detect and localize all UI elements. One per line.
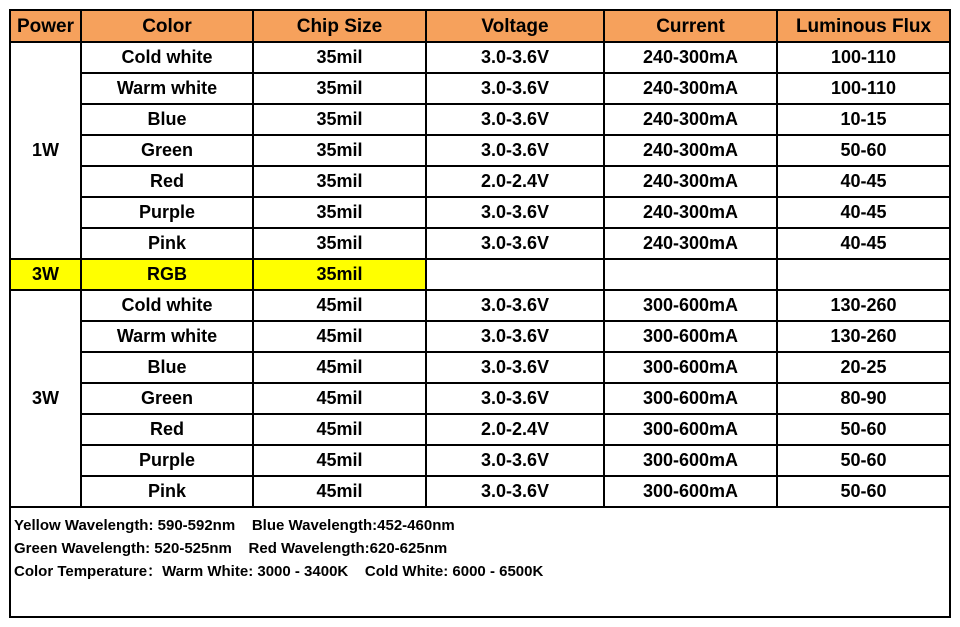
table-row xyxy=(11,290,949,321)
cell-luminous-flux: 130-260 xyxy=(777,290,949,321)
header-row xyxy=(11,11,949,42)
note-line: Green Wavelength: 520-525nm Red Wavelength:620-625nm xyxy=(14,540,448,557)
table-row xyxy=(11,259,949,290)
cell-voltage: 3.0-3.6V xyxy=(426,42,604,73)
table-row xyxy=(11,383,949,414)
cell-luminous-flux: 10-15 xyxy=(777,104,949,135)
cell-current: 240-300mA xyxy=(604,197,777,228)
cell-color: Warm white xyxy=(81,73,253,104)
cell-voltage: 3.0-3.6V xyxy=(426,290,604,321)
cell-luminous-flux: 130-260 xyxy=(777,321,949,352)
cell-current: 300-600mA xyxy=(604,476,777,507)
cell-color: Pink xyxy=(81,476,253,507)
cell-luminous-flux: 20-25 xyxy=(777,352,949,383)
cell-color: Warm white xyxy=(81,321,253,352)
cell-chip-size: 45mil xyxy=(253,383,426,414)
header-chip-size: Chip Size xyxy=(253,11,426,42)
cell-current: 300-600mA xyxy=(604,290,777,321)
cell-chip-size: 45mil xyxy=(253,290,426,321)
cell-current: 300-600mA xyxy=(604,445,777,476)
cell-voltage: 2.0-2.4V xyxy=(426,414,604,445)
cell-color: Purple xyxy=(81,445,253,476)
cell-power: 1W xyxy=(11,42,81,259)
cell-voltage: 3.0-3.6V xyxy=(426,445,604,476)
cell-color: Red xyxy=(81,166,253,197)
cell-color: Pink xyxy=(81,228,253,259)
table-row xyxy=(11,445,949,476)
cell-color: Cold white xyxy=(81,42,253,73)
cell-chip-size: 35mil xyxy=(253,259,426,290)
cell-chip-size: 35mil xyxy=(253,104,426,135)
cell-current: 240-300mA xyxy=(604,135,777,166)
cell-current: 240-300mA xyxy=(604,104,777,135)
cell-voltage: 3.0-3.6V xyxy=(426,352,604,383)
cell-luminous-flux: 40-45 xyxy=(777,197,949,228)
cell-color: RGB xyxy=(81,259,253,290)
table-row xyxy=(11,166,949,197)
cell-power: 3W xyxy=(11,259,81,290)
cell-luminous-flux: 80-90 xyxy=(777,383,949,414)
cell-chip-size: 45mil xyxy=(253,445,426,476)
table-body xyxy=(11,42,949,507)
table-row xyxy=(11,228,949,259)
cell-voltage: 3.0-3.6V xyxy=(426,476,604,507)
cell-voltage: 2.0-2.4V xyxy=(426,166,604,197)
cell-color: Green xyxy=(81,135,253,166)
cell-power: 3W xyxy=(11,290,81,507)
note-line: Yellow Wavelength: 590-592nm Blue Wavelength:452-460nm xyxy=(14,517,455,534)
header-luminous-flux: Luminous Flux xyxy=(777,11,949,42)
cell-voltage: 3.0-3.6V xyxy=(426,197,604,228)
cell-luminous-flux: 50-60 xyxy=(777,414,949,445)
cell-luminous-flux xyxy=(777,259,949,290)
table-row xyxy=(11,104,949,135)
table-row xyxy=(11,73,949,104)
cell-luminous-flux: 100-110 xyxy=(777,73,949,104)
cell-luminous-flux: 40-45 xyxy=(777,166,949,197)
cell-chip-size: 45mil xyxy=(253,321,426,352)
cell-voltage: 3.0-3.6V xyxy=(426,383,604,414)
table-row xyxy=(11,135,949,166)
cell-chip-size: 35mil xyxy=(253,73,426,104)
cell-luminous-flux: 100-110 xyxy=(777,42,949,73)
cell-luminous-flux: 40-45 xyxy=(777,228,949,259)
cell-color: Green xyxy=(81,383,253,414)
cell-current xyxy=(604,259,777,290)
table-row xyxy=(11,197,949,228)
header-current: Current xyxy=(604,11,777,42)
cell-current: 240-300mA xyxy=(604,73,777,104)
cell-color: Blue xyxy=(81,352,253,383)
cell-chip-size: 35mil xyxy=(253,42,426,73)
table-row xyxy=(11,321,949,352)
cell-current: 240-300mA xyxy=(604,42,777,73)
cell-voltage: 3.0-3.6V xyxy=(426,104,604,135)
wavelength-notes xyxy=(11,508,949,583)
cell-current: 300-600mA xyxy=(604,383,777,414)
cell-voltage: 3.0-3.6V xyxy=(426,135,604,166)
cell-chip-size: 35mil xyxy=(253,135,426,166)
cell-luminous-flux: 50-60 xyxy=(777,445,949,476)
cell-current: 300-600mA xyxy=(604,321,777,352)
cell-luminous-flux: 50-60 xyxy=(777,476,949,507)
cell-voltage xyxy=(426,259,604,290)
cell-voltage: 3.0-3.6V xyxy=(426,228,604,259)
cell-chip-size: 35mil xyxy=(253,166,426,197)
header-power: Power xyxy=(11,11,81,42)
cell-current: 300-600mA xyxy=(604,352,777,383)
header-voltage: Voltage xyxy=(426,11,604,42)
cell-color: Red xyxy=(81,414,253,445)
cell-color: Cold white xyxy=(81,290,253,321)
cell-chip-size: 45mil xyxy=(253,352,426,383)
cell-chip-size: 35mil xyxy=(253,197,426,228)
cell-luminous-flux: 50-60 xyxy=(777,135,949,166)
header-color: Color xyxy=(81,11,253,42)
cell-current: 240-300mA xyxy=(604,166,777,197)
table-row xyxy=(11,352,949,383)
cell-color: Purple xyxy=(81,197,253,228)
cell-chip-size: 45mil xyxy=(253,414,426,445)
led-spec-table xyxy=(11,11,949,508)
cell-voltage: 3.0-3.6V xyxy=(426,73,604,104)
cell-current: 240-300mA xyxy=(604,228,777,259)
led-spec-table-panel xyxy=(9,9,951,618)
cell-current: 300-600mA xyxy=(604,414,777,445)
table-row xyxy=(11,414,949,445)
cell-chip-size: 45mil xyxy=(253,476,426,507)
cell-color: Blue xyxy=(81,104,253,135)
table-row xyxy=(11,476,949,507)
table-row xyxy=(11,42,949,73)
cell-voltage: 3.0-3.6V xyxy=(426,321,604,352)
cell-chip-size: 35mil xyxy=(253,228,426,259)
note-line: Color Temperature：Warm White: 3000 - 3400K Cold White: 6000 - 6500K xyxy=(14,563,544,580)
